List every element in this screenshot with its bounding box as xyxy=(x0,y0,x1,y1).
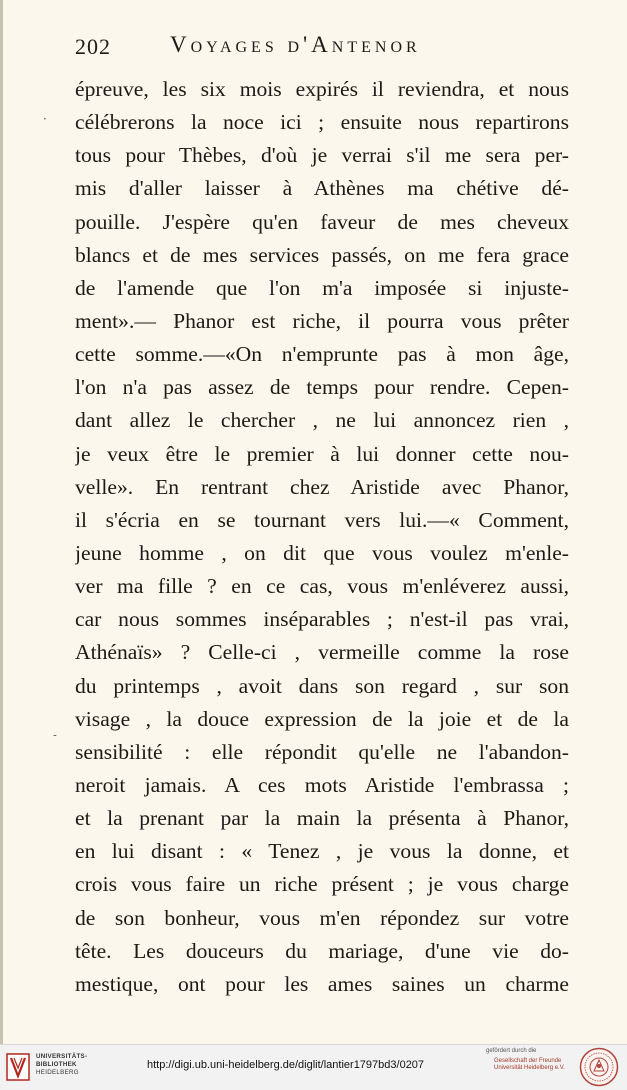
library-name xyxy=(36,1053,87,1077)
text-line: mestique, ont pour les ames saines un charme xyxy=(75,971,569,996)
text-line: du printemps , avoit dans son regard , sur son xyxy=(75,673,569,698)
university-seal-icon xyxy=(579,1047,619,1087)
text-line: en lui disant : « Tenez , je vous la donne, et xyxy=(75,839,569,864)
text-line: ment».— Phanor est riche, il pourra vous prêter xyxy=(75,308,569,333)
library-name-line: UNIVERSITÄTS- xyxy=(36,1053,88,1060)
text-line: velle». En rentrant chez Aristide avec Phanor, xyxy=(75,474,569,499)
sponsor-org: Gesellschaft der Freunde xyxy=(494,1057,562,1064)
text-line: pouille. J'espère qu'en faveur de mes cheveux xyxy=(75,209,569,234)
text-line: il s'écria en se tournant vers lui.—« Comment, xyxy=(75,507,569,532)
text-line: et la prenant par la main la présenta à Phanor, xyxy=(75,806,569,831)
running-title: Voyages d'Antenor xyxy=(170,32,421,57)
sponsor-org: Universität Heidelberg e.V. xyxy=(494,1065,565,1071)
text-line: visage , la douce expression de la joie et de la xyxy=(75,706,569,731)
ink-speck: ˗ xyxy=(53,728,57,742)
text-line: de l'amende que l'on m'a imposée si injuste- xyxy=(75,275,569,300)
text-line: Athénaïs» ? Celle-ci , vermeille comme la rose xyxy=(75,640,569,665)
text-line: jeune homme , on dit que vous voulez m'enle- xyxy=(75,540,569,565)
text-line: neroit jamais. A ces mots Aristide l'embrassa ; xyxy=(75,772,569,797)
permalink-url[interactable]: http://digi.ub.uni-heidelberg.de/diglit/lantier1797bd3/0207 xyxy=(147,1059,425,1071)
text-line: célébrerons la noce ici ; ensuite nous repartirons xyxy=(75,110,569,135)
library-name-line: BIBLIOTHEK xyxy=(36,1061,77,1068)
text-line: tête. Les douceurs du mariage, d'une vie do- xyxy=(75,938,569,963)
text-line: de son bonheur, vous m'en répondez sur votre xyxy=(75,905,569,930)
sponsor-label: gefördert durch die xyxy=(486,1048,537,1054)
university-library-logo-icon xyxy=(6,1053,30,1081)
text-line: tous pour Thèbes, d'où je verrai s'il me sera per- xyxy=(75,143,569,168)
page-number: 202 xyxy=(75,34,111,59)
text-line: sensibilité : elle répondit qu'elle ne l'abandon- xyxy=(75,739,569,764)
digitization-footer xyxy=(0,1044,627,1090)
text-line: crois vous faire un riche présent ; je vous charge xyxy=(75,872,569,897)
text-line: blancs et de mes services passés, on me fera grace xyxy=(75,242,569,267)
ink-speck: · xyxy=(43,112,47,126)
page-header xyxy=(75,30,575,64)
sponsor-credit xyxy=(486,1048,578,1073)
text-line: cette somme.—«On n'emprunte pas à mon âge, xyxy=(75,342,569,367)
library-name-line: HEIDELBERG xyxy=(36,1069,79,1076)
body-text xyxy=(75,73,569,1001)
text-line: car nous sommes inséparables ; n'est-il pas vrai, xyxy=(75,607,569,632)
text-line: dant allez le chercher , ne lui annoncez rien , xyxy=(75,408,569,433)
text-line: l'on n'a pas assez de temps pour rendre. Cepen- xyxy=(75,375,569,400)
text-line: mis d'aller laisser à Athènes ma chétive dé- xyxy=(75,176,569,201)
text-line: je veux être le premier à lui donner cette nou- xyxy=(75,441,569,466)
text-line: épreuve, les six mois expirés il reviendra, et nous xyxy=(75,77,569,101)
text-line: ver ma fille ? en ce cas, vous m'enléverez aussi, xyxy=(75,574,569,599)
